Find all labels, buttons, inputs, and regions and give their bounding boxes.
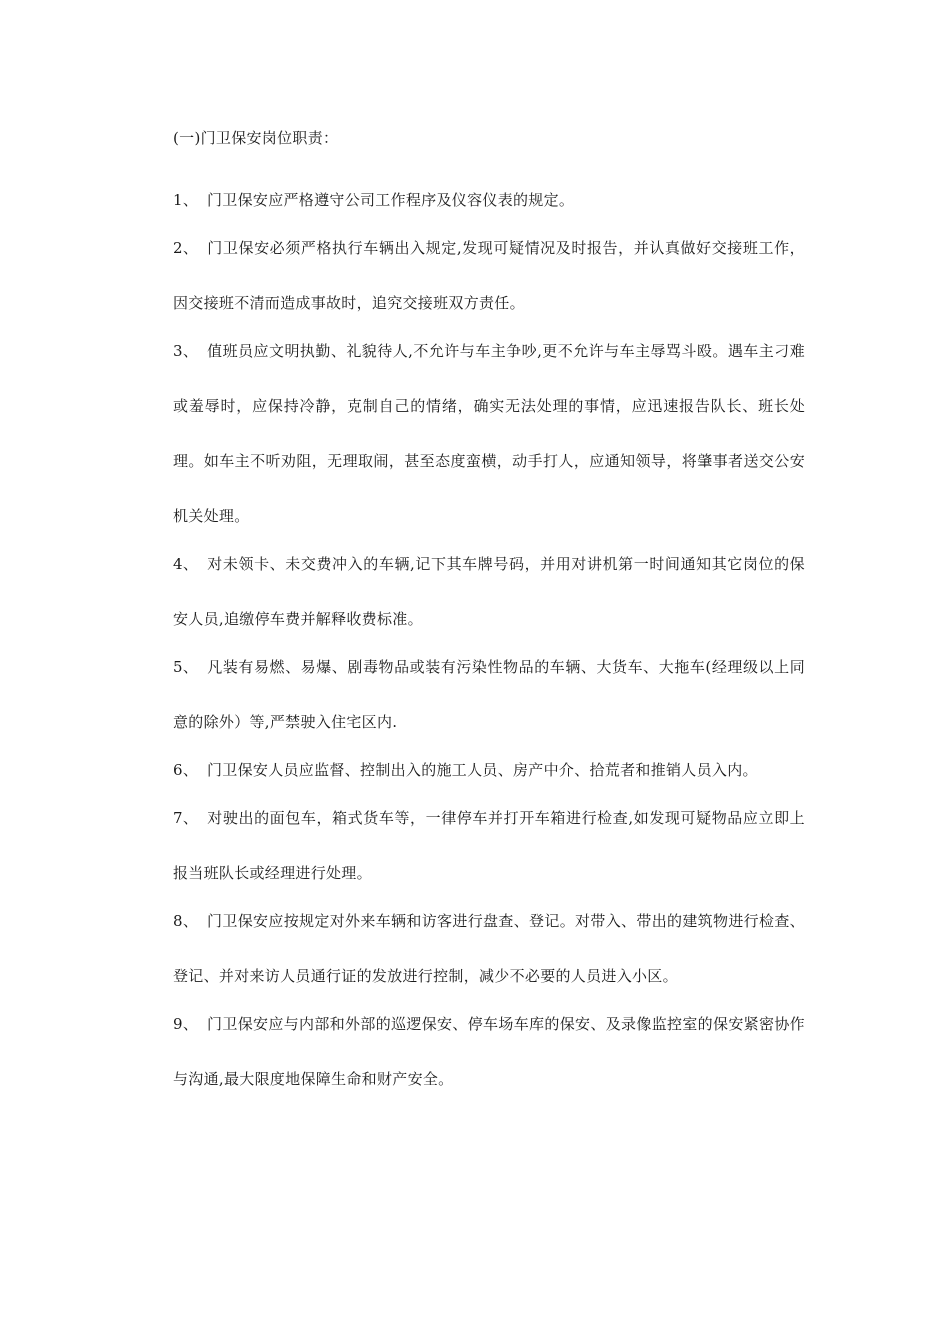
list-item (173, 997, 805, 1107)
item-number: 7、 (173, 809, 199, 827)
item-text: 值班员应文明执勤、礼貌待人,不允许与车主争吵,更不允许与车主辱骂斗殴。遇车主刁难或羞辱时，应保持冷静，克制自己的情绪，确实无法处理的事情，应迅速报告队长、班长处理。如车主不听劝阻，无理取闹，甚至态度蛮横，动手打人，应通知领导，将肇事者送交公安机关处理。 (173, 342, 805, 525)
item-number: 6、 (173, 761, 199, 779)
item-text: 门卫保安应与内部和外部的巡逻保安、停车场车库的保安、及录像监控室的保安紧密协作与沟通,最大限度地保障生命和财产安全。 (173, 1015, 805, 1088)
list-item (173, 173, 805, 228)
list-item (173, 791, 805, 901)
item-text: 门卫保安应按规定对外来车辆和访客进行盘查、登记。对带入、带出的建筑物进行检查、登记、并对来访人员通行证的发放进行控制，减少不必要的人员进入小区。 (173, 912, 805, 985)
document-body (173, 124, 805, 1113)
item-text: 门卫保安必须严格执行车辆出入规定,发现可疑情况及时报告，并认真做好交接班工作，因交接班不清而造成事故时，追究交接班双方责任。 (173, 239, 805, 312)
item-number: 2、 (173, 239, 199, 257)
item-text: 门卫保安应严格遵守公司工作程序及仪容仪表的规定。 (207, 191, 575, 209)
item-number: 5、 (173, 658, 199, 676)
list-item (173, 324, 805, 544)
list-item (173, 537, 805, 647)
item-number: 1、 (173, 191, 199, 209)
item-text: 对未领卡、未交费冲入的车辆,记下其车牌号码，并用对讲机第一时间通知其它岗位的保安人员,追缴停车费并解释收费标准。 (173, 555, 805, 628)
list-item (173, 743, 805, 798)
list-item (173, 894, 805, 1004)
item-text: 门卫保安人员应监督、控制出入的施工人员、房产中介、拾荒者和推销人员入内。 (207, 761, 758, 779)
list-item (173, 221, 805, 331)
item-text: 对驶出的面包车，箱式货车等，一律停车并打开车箱进行检查,如发现可疑物品应立即上报当班队长或经理进行处理。 (173, 809, 805, 882)
list-item (173, 640, 805, 750)
item-number: 9、 (173, 1015, 199, 1033)
item-number: 3、 (173, 342, 199, 360)
item-number: 8、 (173, 912, 199, 930)
section-heading: (一)门卫保安岗位职责： (173, 129, 339, 147)
item-text: 凡装有易燃、易爆、剧毒物品或装有污染性物品的车辆、大货车、大拖车(经理级以上同意的除外）等,严禁驶入住宅区内. (173, 658, 805, 731)
item-number: 4、 (173, 555, 199, 573)
